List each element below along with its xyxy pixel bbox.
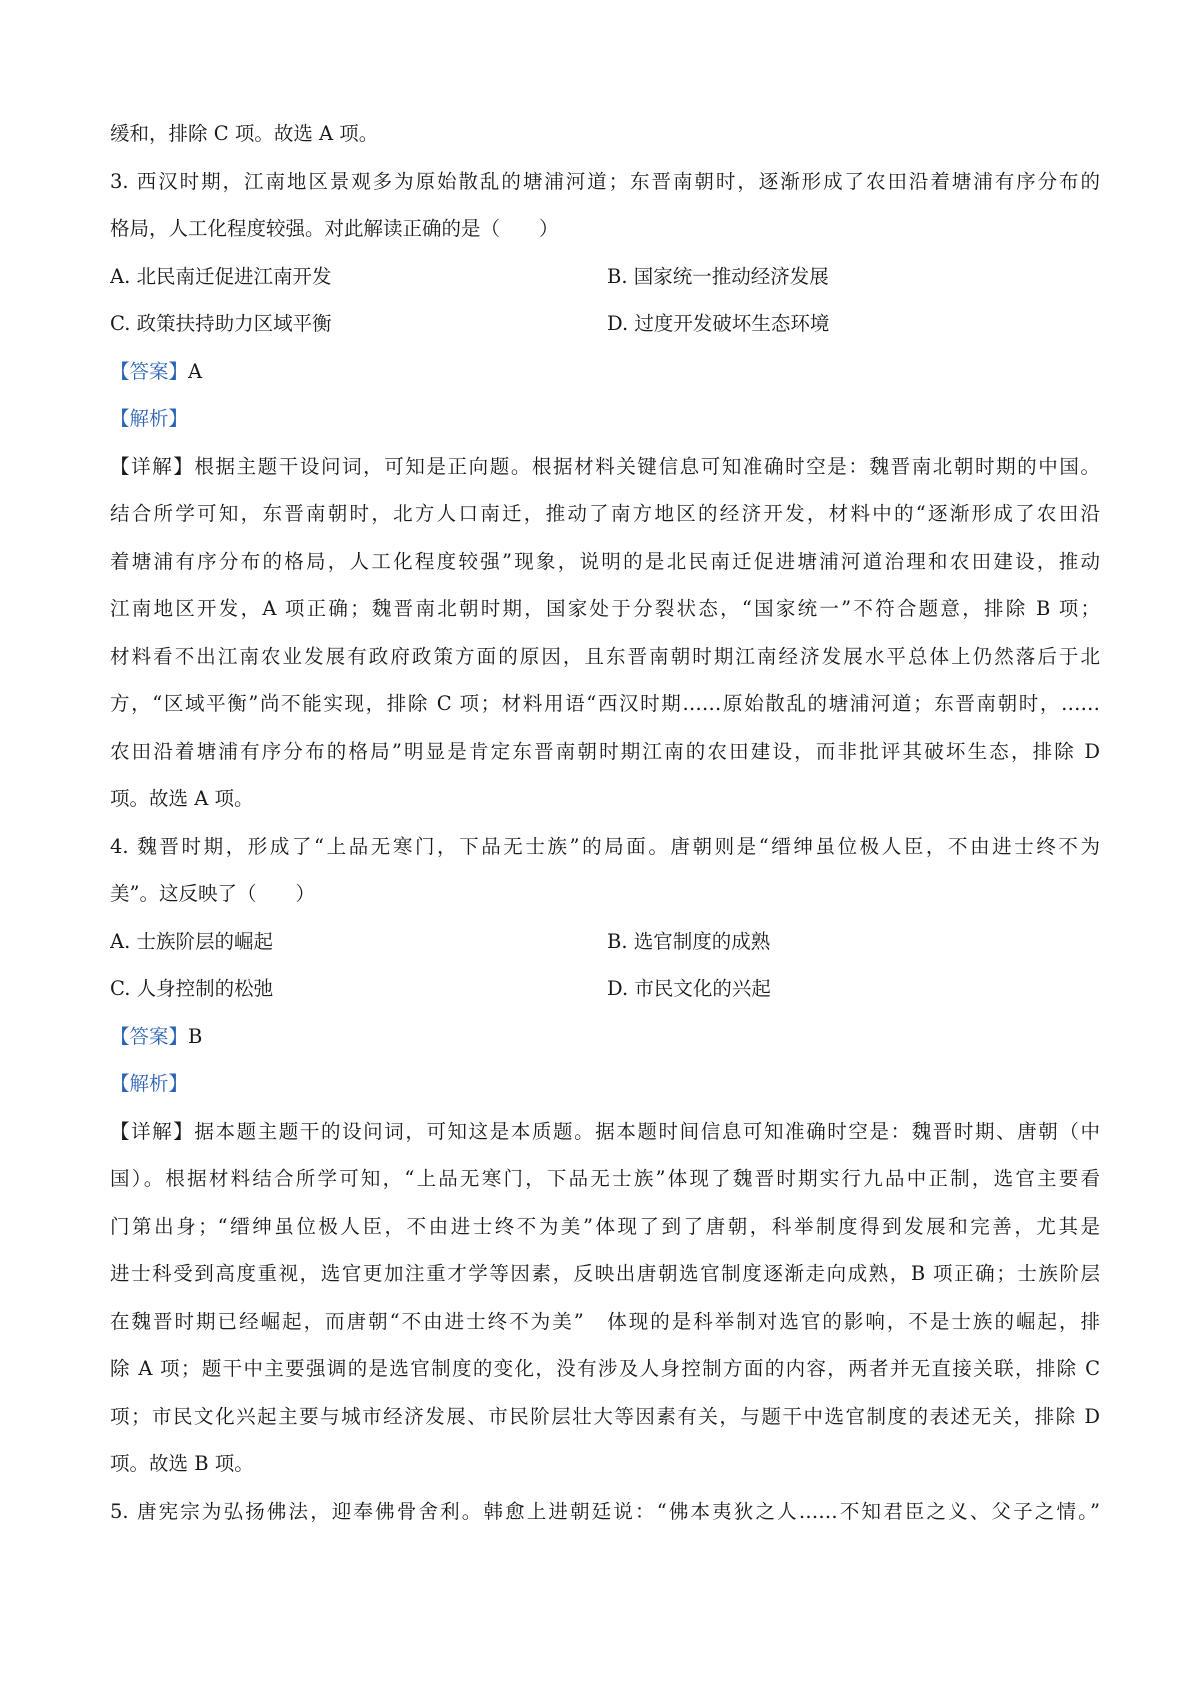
- q3-detail-line-1: [110, 443, 1100, 491]
- q3-option-a: A. 北民南迁促进江南开发: [110, 264, 332, 288]
- q4-detail-text: 据本题主题干的设问词，可知这是本质题。据本题时间信息可知准确时空是：魏晋时期、唐朝（中: [194, 1119, 1100, 1143]
- previous-analysis-tail: 缓和，排除 C 项。故选 A 项。: [110, 122, 379, 145]
- q4-analysis-tag: 【解析】: [110, 1072, 189, 1095]
- document-body: [110, 0, 1100, 1535]
- q3-stem-line-1: 3. 西汉时期，江南地区景观多为原始散乱的塘浦河道；东晋南朝时，逐渐形成了农田沿着塘浦有序分布的: [110, 169, 1100, 193]
- q4-detail-line: 除 A 项；题干中主要强调的是选官制度的变化，没有涉及人身控制方面的内容，两者并无直接关联，排除 C: [110, 1357, 1100, 1380]
- q3-option-d: D. 过度开发破坏生态环境: [607, 312, 830, 335]
- q3-detail-last-line: 项。故选 A 项。: [110, 787, 254, 810]
- q3-detail-text: 根据主题干设问词，可知是正向题。根据材料关键信息可知准确时空是：魏晋南北朝时期的中国。: [194, 454, 1100, 478]
- q3-detail-line: 江南地区开发，A 项正确；魏晋南北朝时期，国家处于分裂状态，“国家统一”不符合题意，排除 B 项；: [110, 597, 1100, 620]
- q4-detail-line: 进士科受到高度重视，选官更加注重才学等因素，反映出唐朝选官制度逐渐走向成熟，B 项正确；士族阶层: [110, 1262, 1100, 1285]
- q4-stem-line-1: 4. 魏晋时期，形成了“上品无寒门，下品无士族”的局面。唐朝则是“缙绅虽位极人臣，不由进士终不为: [110, 834, 1100, 858]
- q4-detail-line: 项；市民文化兴起主要与城市经济发展、市民阶层壮大等因素有关，与题干中选官制度的表述无关，排除 D: [110, 1404, 1100, 1428]
- q3-detail-line: 结合所学可知，东晋南朝时，北方人口南迁，推动了南方地区的经济开发，材料中的“逐渐形成了农田沿: [110, 502, 1100, 525]
- q4-options-row-2: [110, 965, 1100, 1013]
- q3-analysis-heading: [110, 395, 1100, 443]
- q3-answer-value: A: [188, 359, 203, 383]
- q4-option-c: C. 人身控制的松弛: [110, 977, 274, 1000]
- q4-analysis-heading: [110, 1060, 1100, 1108]
- q4-answer-value: B: [188, 1024, 203, 1048]
- q4-option-a: A. 士族阶层的崛起: [110, 929, 273, 953]
- q3-detail-line: 着塘浦有序分布的格局，人工化程度较强”现象，说明的是北民南迁促进塘浦河道治理和农田建设，推动: [110, 549, 1100, 573]
- q4-answer-tag: 【答案】: [110, 1024, 189, 1048]
- q4-option-d: D. 市民文化的兴起: [607, 977, 771, 1000]
- q3-answer: [110, 348, 1100, 396]
- q4-detail-line-1: [110, 1108, 1100, 1156]
- q4-option-b: B. 选官制度的成熟: [607, 929, 771, 953]
- q3-answer-tag: 【答案】: [110, 359, 189, 383]
- q5-stem-line-1: 5. 唐宪宗为弘扬佛法，迎奉佛骨舍利。韩愈上进朝廷说：“佛本夷狄之人……不知君臣之义、父子之情。”: [110, 1499, 1100, 1523]
- q4-detail-last-line: 项。故选 B 项。: [110, 1452, 254, 1475]
- q4-detail-line: 国）。根据材料结合所学可知，“上品无寒门，下品无士族”体现了魏晋时期实行九品中正制，选官主要看: [110, 1167, 1100, 1190]
- q3-options-row-1: [110, 253, 1100, 301]
- q4-detail-line: 在魏晋时期已经崛起，而唐朝“不由进士终不为美” 体现的是科举制对选官的影响，不是士族的崛起，排: [110, 1309, 1100, 1333]
- q3-detail-line: 方，“区域平衡”尚不能实现，排除 C 项；材料用语“西汉时期……原始散乱的塘浦河道；东晋南朝时，……: [110, 692, 1100, 715]
- q3-detail-tag: 【详解】: [110, 454, 195, 478]
- q4-answer: [110, 1013, 1100, 1061]
- q3-detail-line: 材料看不出江南农业发展有政府政策方面的原因，且东晋南朝时期江南经济发展水平总体上仍然落后于北: [110, 644, 1100, 668]
- q3-detail-line: 农田沿着塘浦有序分布的格局”明显是肯定东晋南朝时期江南的农田建设，而非批评其破坏生态，排除 D: [110, 739, 1100, 763]
- q3-option-c: C. 政策扶持助力区域平衡: [110, 312, 332, 335]
- q3-options-row-2: [110, 300, 1100, 348]
- q4-detail-tag: 【详解】: [110, 1119, 195, 1143]
- q3-option-b: B. 国家统一推动经济发展: [607, 264, 829, 288]
- q3-stem-line-2: 格局，人工化程度较强。对此解读正确的是（ ）: [110, 217, 559, 240]
- q4-detail-line: 门第出身；“缙绅虽位极人臣，不由进士终不为美”体现了到了唐朝，科举制度得到发展和完善，尤其是: [110, 1214, 1100, 1238]
- q4-options-row-1: [110, 918, 1100, 966]
- q3-analysis-tag: 【解析】: [110, 407, 189, 430]
- q4-stem-line-2: 美”。这反映了（ ）: [110, 882, 315, 905]
